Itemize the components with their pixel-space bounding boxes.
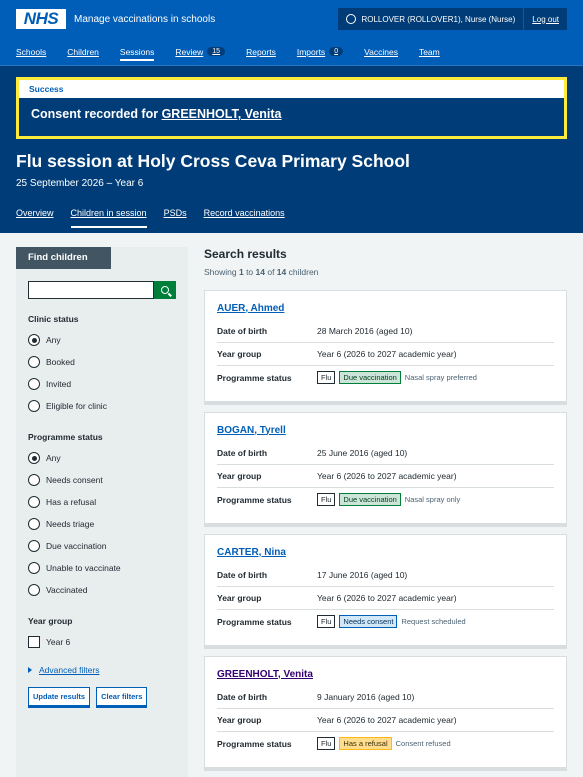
- card-header: [217, 422, 554, 438]
- programme-tag: Flu: [317, 737, 335, 750]
- child-name-link[interactable]: GREENHOLT, Venita: [217, 668, 313, 680]
- dob-row: [217, 686, 554, 709]
- card-header: [217, 666, 554, 682]
- programme-status-option[interactable]: [28, 469, 176, 491]
- year-label: Year group: [217, 349, 262, 359]
- dob-row: [217, 442, 554, 465]
- child-card: [204, 412, 567, 524]
- year-group-group: [28, 631, 176, 653]
- nav-reports-label: Reports: [246, 46, 276, 57]
- nav-sessions-label: Sessions: [119, 46, 155, 57]
- card-header: [217, 300, 554, 316]
- main-content: [0, 233, 583, 777]
- programme-status-option[interactable]: [28, 491, 176, 513]
- child-card: [204, 290, 567, 402]
- filters-body: [16, 269, 188, 716]
- nav-review-label: Review: [175, 46, 204, 57]
- advanced-filters-label: Advanced filters: [39, 665, 100, 675]
- tab-record-vaccinations[interactable]: Record vaccinations: [203, 208, 285, 218]
- success-message-text: Consent recorded for: [31, 107, 162, 121]
- programme-tag: Flu: [317, 615, 335, 628]
- nav-vaccines[interactable]: [364, 47, 398, 57]
- logout-link[interactable]: Log out: [532, 14, 559, 24]
- clear-filters-button[interactable]: Clear filters: [96, 687, 147, 706]
- radio-label: Has a refusal: [46, 497, 97, 507]
- programme-tag: Flu: [317, 493, 335, 506]
- count-text: Showing: [204, 267, 239, 277]
- session-header: [0, 139, 583, 233]
- child-card: [204, 534, 567, 646]
- radio-label: Any: [46, 335, 61, 345]
- account-separator: [523, 8, 524, 30]
- programme-status-option[interactable]: [28, 579, 176, 601]
- checkbox-icon[interactable]: [28, 636, 40, 648]
- status-label: Programme status: [217, 372, 292, 383]
- status-note: Nasal spray only: [404, 495, 461, 504]
- status-badge: Has a refusal: [339, 737, 391, 750]
- radio-label: Due vaccination: [46, 541, 107, 551]
- top-bar: [0, 0, 583, 66]
- search-row: [28, 281, 176, 299]
- radio-icon[interactable]: [28, 562, 40, 574]
- year-label: Year group: [217, 715, 262, 725]
- status-label: Programme status: [217, 616, 292, 627]
- filters-panel: [16, 247, 188, 777]
- tab-children-in-session[interactable]: Children in session: [71, 208, 147, 228]
- user-icon: [346, 14, 356, 24]
- checkbox-label: Year 6: [46, 637, 71, 647]
- programme-status-label: Programme status: [28, 432, 103, 442]
- nav-vaccines-label: Vaccines: [364, 46, 398, 57]
- count-from: 1: [238, 267, 244, 277]
- update-results-button[interactable]: Update results: [28, 687, 90, 706]
- radio-icon[interactable]: [28, 518, 40, 530]
- advanced-filters-toggle[interactable]: [28, 665, 176, 675]
- nav-team-label: Team: [418, 46, 440, 57]
- dob-label: Date of birth: [217, 326, 268, 336]
- results-list: [204, 290, 567, 768]
- tab-psds[interactable]: PSDs: [163, 208, 187, 218]
- dob-value: 28 March 2016 (aged 10): [317, 326, 413, 336]
- radio-label: Invited: [46, 379, 72, 389]
- child-name-link[interactable]: CARTER, Nina: [217, 546, 286, 558]
- radio-icon[interactable]: [28, 400, 40, 412]
- success-message: [19, 98, 564, 136]
- status-note: Nasal spray preferred: [404, 373, 477, 382]
- dob-label: Date of birth: [217, 570, 268, 580]
- year-value: Year 6 (2026 to 2027 academic year): [317, 349, 457, 359]
- search-button[interactable]: [154, 281, 176, 299]
- status-row: [217, 488, 554, 511]
- year-row: [217, 587, 554, 610]
- session-subtitle: 25 September 2026 – Year 6: [16, 178, 144, 189]
- status-badge: Due vaccination: [339, 493, 400, 506]
- primary-nav: [0, 38, 583, 66]
- clinic-status-option[interactable]: [28, 373, 176, 395]
- dob-label: Date of birth: [217, 692, 268, 702]
- programme-status-option[interactable]: [28, 535, 176, 557]
- clinic-status-option[interactable]: [28, 329, 176, 351]
- year-row: [217, 343, 554, 366]
- nav-review[interactable]: [175, 47, 225, 57]
- radio-label: Any: [46, 453, 61, 463]
- programme-tag: Flu: [317, 371, 335, 384]
- filters-title: Find children: [16, 247, 111, 269]
- status-label: Programme status: [217, 738, 292, 749]
- radio-label: Vaccinated: [46, 585, 88, 595]
- dob-row: [217, 320, 554, 343]
- programme-status-option[interactable]: [28, 447, 176, 469]
- status-row: [217, 610, 554, 633]
- service-name[interactable]: Manage vaccinations in schools: [74, 13, 216, 25]
- results-title: Search results: [204, 247, 287, 261]
- dob-value: 17 June 2016 (aged 10): [317, 570, 408, 580]
- filter-buttons: [28, 687, 176, 706]
- tab-overview[interactable]: Overview: [16, 208, 54, 218]
- results-count: [204, 267, 567, 277]
- success-child-link[interactable]: GREENHOLT, Venita: [161, 107, 282, 121]
- radio-icon[interactable]: [28, 452, 40, 464]
- status-row: [217, 366, 554, 389]
- radio-icon[interactable]: [28, 584, 40, 596]
- dob-value: 25 June 2016 (aged 10): [317, 448, 408, 458]
- radio-icon[interactable]: [28, 334, 40, 346]
- year-label: Year group: [217, 593, 262, 603]
- child-card: [204, 656, 567, 768]
- dob-label: Date of birth: [217, 448, 268, 458]
- nhs-logo[interactable]: NHS: [16, 9, 66, 29]
- nav-reports[interactable]: [246, 47, 276, 57]
- child-name-link[interactable]: BOGAN, Tyrell: [217, 424, 286, 436]
- chevron-right-icon: [28, 667, 32, 673]
- clinic-status-label: Clinic status: [28, 314, 79, 324]
- search-icon: [161, 286, 169, 294]
- radio-icon[interactable]: [28, 356, 40, 368]
- radio-label: Booked: [46, 357, 75, 367]
- year-row: [217, 465, 554, 488]
- child-name-link[interactable]: AUER, Ahmed: [217, 302, 285, 314]
- account-name: ROLLOVER (ROLLOVER1), Nurse (Nurse): [361, 14, 516, 24]
- clinic-status-group: [28, 329, 176, 417]
- nav-review-count-badge: 15: [207, 47, 225, 56]
- nav-schools-label: Schools: [16, 46, 47, 57]
- year-value: Year 6 (2026 to 2027 academic year): [317, 593, 457, 603]
- page-title: Flu session at Holy Cross Ceva Primary School: [16, 151, 410, 171]
- nav-sessions[interactable]: [120, 47, 155, 61]
- count-text: of: [264, 267, 277, 277]
- year-value: Year 6 (2026 to 2027 academic year): [317, 715, 457, 725]
- nav-imports-count-badge: 0: [329, 47, 343, 56]
- year-row: [217, 709, 554, 732]
- programme-status-group: [28, 447, 176, 601]
- dob-row: [217, 564, 554, 587]
- status-note: Consent refused: [395, 739, 451, 748]
- status-badge: Due vaccination: [339, 371, 400, 384]
- radio-label: Unable to vaccinate: [46, 563, 121, 573]
- card-header: [217, 544, 554, 560]
- nav-children[interactable]: [67, 47, 99, 57]
- search-input[interactable]: [28, 281, 154, 299]
- radio-icon[interactable]: [28, 474, 40, 486]
- radio-label: Eligible for clinic: [46, 401, 107, 411]
- results-panel: [204, 247, 567, 777]
- nav-schools[interactable]: [16, 47, 46, 57]
- status-note: Request scheduled: [401, 617, 466, 626]
- radio-icon[interactable]: [28, 378, 40, 390]
- radio-icon[interactable]: [28, 496, 40, 508]
- nav-children-label: Children: [67, 46, 99, 57]
- count-text: children: [286, 267, 319, 277]
- header: [0, 0, 583, 38]
- year-group-label: Year group: [28, 616, 73, 626]
- clinic-status-option[interactable]: [28, 395, 176, 417]
- account-bar: [338, 8, 567, 30]
- radio-icon[interactable]: [28, 540, 40, 552]
- count-text: to: [243, 267, 256, 277]
- year-group-checkbox[interactable]: [28, 631, 176, 653]
- clinic-status-option[interactable]: [28, 351, 176, 373]
- radio-label: Needs consent: [46, 475, 103, 485]
- programme-status-option[interactable]: [28, 513, 176, 535]
- nav-imports-label: Imports: [296, 46, 326, 57]
- status-label: Programme status: [217, 494, 292, 505]
- year-value: Year 6 (2026 to 2027 academic year): [317, 471, 457, 481]
- year-label: Year group: [217, 471, 262, 481]
- count-total: 14: [276, 267, 287, 277]
- status-row: [217, 732, 554, 755]
- dob-value: 9 January 2016 (aged 10): [317, 692, 415, 702]
- banner-area: [0, 66, 583, 139]
- success-heading: Success: [19, 80, 564, 98]
- session-tabs: [16, 208, 567, 233]
- count-to: 14: [255, 267, 265, 277]
- nav-imports[interactable]: [297, 47, 343, 57]
- success-banner: [16, 77, 567, 139]
- nav-team[interactable]: [419, 47, 440, 57]
- status-badge: Needs consent: [339, 615, 397, 628]
- radio-label: Needs triage: [46, 519, 95, 529]
- programme-status-option[interactable]: [28, 557, 176, 579]
